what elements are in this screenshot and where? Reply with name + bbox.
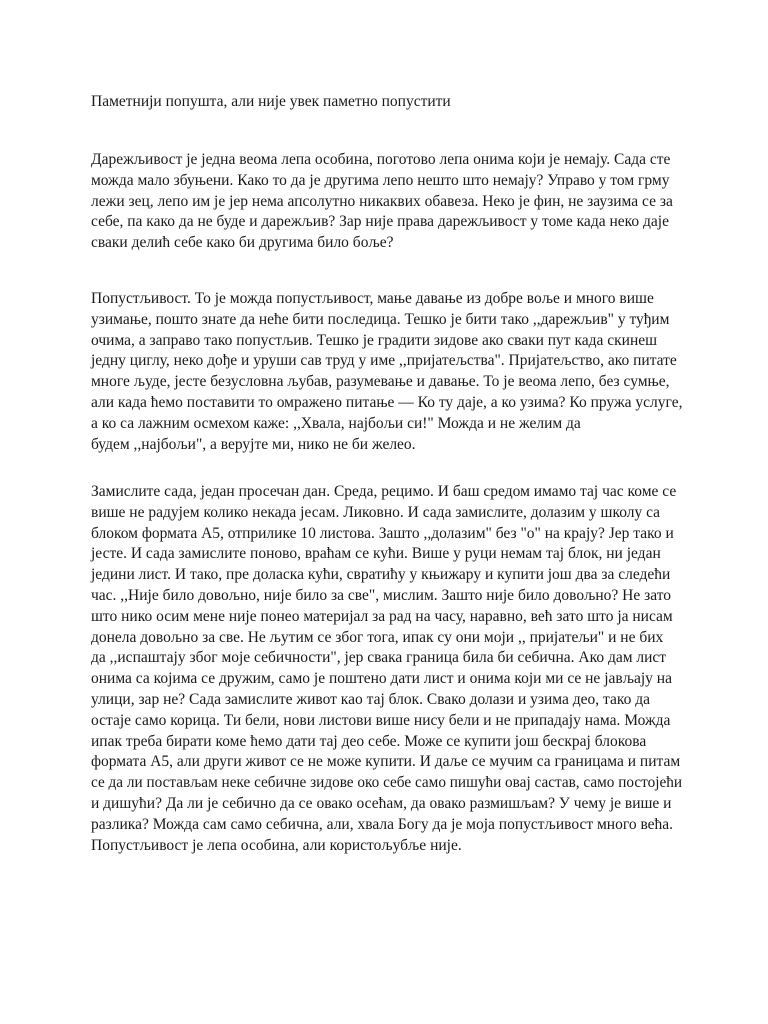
- paragraph-line: Дарежљивост је једна веома лепа особина, поготово лепа онима који је немају. Сада сте: [91, 151, 671, 168]
- paragraph-line: час. ,,Није било довољно, није било за све", мислим. Зашто није било довољно? Не зато: [91, 586, 672, 604]
- paragraph-line: Попустљивост је лепа особина, али користољубље није.: [91, 836, 462, 854]
- paragraph-line: можда мало збуњени. Како то да је другима лепо нешто што немају? Управо у том грму: [91, 171, 670, 189]
- paragraph-1: [91, 150, 691, 254]
- paragraph-line: јесте. И сада замислите поново, враћам се кући. Више у руци немам тај блок, ни један: [91, 545, 661, 563]
- paragraph-line: да ,,испаштају због моје себичности", јер свака граница била би себична. Ако дам лист: [91, 649, 667, 667]
- paragraph-line: будем ,,најбољи", а верујте ми, нико не би желео.: [91, 435, 416, 453]
- paragraph-line: и дишући? Да ли је себично да се овако осећам, да овако размишљам? У чему је више и: [91, 794, 672, 812]
- paragraph-line: себе, па како да не буде и дарежљив? Зар није права дарежљивост у томе када неко даје: [91, 213, 669, 231]
- paragraph-line: Замислите сада, један просечан дан. Среда, рецимо. И баш средом имамо тај час коме се: [91, 483, 677, 500]
- paragraph-line: разлика? Можда сам само себична, али, хвала Богу да је моја попустљивост много већа.: [91, 815, 674, 833]
- paragraph-line: се да ли постављам неке себичне зидове око себе само пишући овај састав, само постојећи: [91, 774, 683, 792]
- paragraph-line: остаје само корица. Ти бели, нови листови више нису бели и не припадају нама. Можда: [91, 711, 671, 729]
- paragraph-line: многе људе, јесте безусловна љубав, разумевање и давање. То је веома лепо, без сумње,: [91, 373, 670, 391]
- paragraph-line: једну циглу, неко дође и уруши сав труд у име ,,пријатељства". Пријатељство, ако питате: [91, 352, 677, 370]
- paragraph-line: формата А5, али други живот се не може купити. И даље се мучим са границама и питам: [91, 753, 681, 771]
- paragraph-line: узимање, пошто знате да неће бити последица. Тешко је бити тако ,,дарежљив" у туђим: [91, 310, 670, 328]
- paragraph-line: а ко са лажним осмехом каже: ,,Хвала, најбољи си!" Можда и не желим да: [91, 414, 581, 432]
- paragraph-line: очима, а заправо тако попустљив. Тешко је градити зидове ако сваки пут када скинеш: [91, 331, 658, 349]
- paragraph-line: Попустљивост. То је можда попустљивост, мање давање из добре воље и много више: [91, 290, 654, 307]
- paragraph-line: лежи зец, лепо им је јер нема апсолутно никаквих обавеза. Неко је фин, не заузима се за: [91, 192, 673, 210]
- paragraph-line: једини лист. И тако, пре доласка кући, свратићу у књижару и купити још два за следећи: [91, 566, 671, 584]
- document-title: Паметнији попушта, али није увек паметно попустити: [91, 93, 451, 110]
- paragraph-3: [91, 482, 691, 856]
- paragraph-line: што нико осим мене није понео материјал за рад на часу, наравно, већ зато што ја нисам: [91, 607, 673, 625]
- paragraph-line: онима са којима се дружим, само је поштено дати лист и онима који ми се не јављају на: [91, 670, 672, 688]
- paragraph-line: ипак треба бирати коме ћемо дати тај део себе. Може се купити још бескрај блокова: [91, 732, 647, 750]
- paragraph-line: улици, зар не? Сада замислите живот као тај блок. Свако долази и узима део, тако да: [91, 690, 650, 708]
- paragraph-line: донела довољно за све. Не љутим се због тога, ипак су они моји ,, пријатељи" и не бих: [91, 628, 664, 646]
- paragraph-line: више не радујем колико некада јесам. Ликовно. И сада замислите, долазим у школу са: [91, 503, 661, 521]
- paragraph-line: блоком формата А5, отприлике 10 листова. Зашто ,,долазим" без "о" на крају? Јер тако и: [91, 524, 674, 542]
- paragraph-line: али када ћемо поставити то омражено питање — Ко ту даје, а ко узима? Ко пружа услуге,: [91, 393, 683, 411]
- paragraph-line: сваки делић себе како би другима било боље?: [91, 234, 394, 252]
- paragraph-2: [91, 289, 691, 455]
